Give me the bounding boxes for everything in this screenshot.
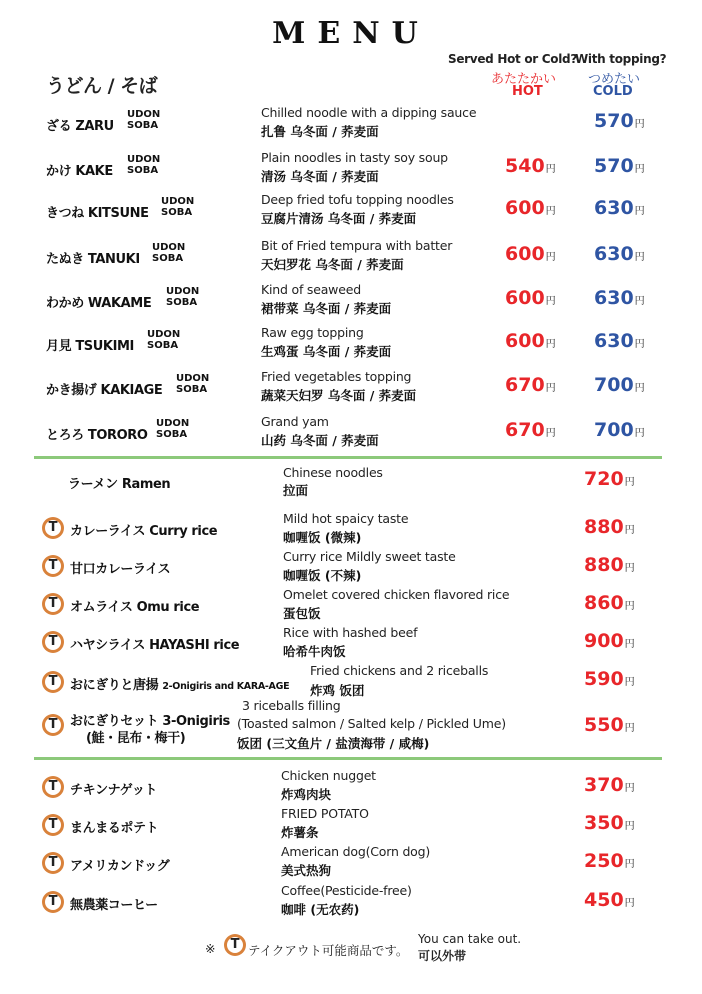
takeout-icon: T (42, 891, 64, 913)
header-cold-en: COLD (593, 84, 633, 99)
udon-soba-label: UDON SOBA (152, 242, 186, 264)
separator-1 (34, 456, 662, 459)
noodle-desc-cn: 扎鲁 乌冬面 / 荞麦面 (261, 124, 379, 139)
noodle-price-cold: 630円 (594, 243, 645, 265)
header-question-topping: With topping? (575, 52, 667, 66)
onigiri-set-price: 550円 (584, 714, 635, 736)
noodle-desc-cn: 裙带菜 乌冬面 / 荞麦面 (261, 301, 392, 316)
side-item-desc-en: American dog(Corn dog) (281, 844, 431, 859)
onigiri-set-desc-en-1: 3 riceballs filling (242, 698, 341, 713)
rice-dish-desc-en: Mild hot spaicy taste (283, 511, 409, 526)
noodle-name: かき揚げ KAKIAGE (46, 383, 163, 398)
side-item-desc-cn: 咖啡 (无农药) (281, 902, 360, 917)
rice-dish-desc-en: Curry rice Mildly sweet taste (283, 549, 456, 564)
noodle-price-hot: 600円 (505, 287, 556, 309)
noodle-desc-cn: 生鸡蛋 乌冬面 / 荞麦面 (261, 344, 392, 359)
rice-dish-desc-en: Omelet covered chicken flavored rice (283, 587, 510, 602)
rice-dish-price: 880円 (584, 516, 635, 538)
onigiri-karaage-name: おにぎりと唐揚 2-Onigiris and KARA-AGE (70, 678, 290, 693)
noodle-name: ざる ZARU (46, 119, 114, 134)
udon-soba-label: UDON SOBA (161, 196, 195, 218)
ramen-name: ラーメン Ramen (68, 477, 171, 492)
rice-dish-name: オムライス Omu rice (70, 600, 200, 615)
side-item-desc-en: Chicken nugget (281, 768, 376, 783)
side-item-price: 250円 (584, 850, 635, 872)
takeout-icon: T (42, 593, 64, 615)
udon-soba-label: UDON SOBA (176, 373, 210, 395)
noodle-name: きつね KITSUNE (46, 206, 149, 221)
side-item-desc-cn: 炸鸡肉块 (281, 787, 332, 802)
udon-soba-label: UDON SOBA (147, 329, 181, 351)
udon-soba-label: UDON SOBA (127, 109, 161, 131)
side-item-desc-en: FRIED POTATO (281, 806, 369, 821)
noodle-price-cold: 700円 (594, 374, 645, 396)
noodle-price-hot: 600円 (505, 243, 556, 265)
side-item-name: アメリカンドッグ (70, 859, 170, 874)
noodle-desc-cn: 蔬菜天妇罗 乌冬面 / 荞麦面 (261, 388, 417, 403)
header-question-hot-cold: Served Hot or Cold? (448, 52, 577, 66)
noodle-price-hot: 670円 (505, 374, 556, 396)
footer-takeout-cn: 可以外带 (418, 949, 467, 963)
noodle-desc-en: Plain noodles in tasty soy soup (261, 150, 448, 165)
onigiri-karaage-desc-cn: 炸鸡 饭团 (310, 683, 365, 698)
rice-dish-name: カレーライス Curry rice (70, 524, 218, 539)
noodle-desc-en: Kind of seaweed (261, 282, 361, 297)
rice-dish-name: 甘口カレーライス (70, 562, 171, 577)
rice-dish-price: 880円 (584, 554, 635, 576)
rice-dish-desc-en: Rice with hashed beef (283, 625, 418, 640)
side-item-price: 450円 (584, 889, 635, 911)
side-item-desc-cn: 炸薯条 (281, 825, 319, 840)
onigiri-set-fillings-jp: (鮭・昆布・梅干) (86, 731, 186, 746)
side-item-price: 350円 (584, 812, 635, 834)
noodle-name: かけ KAKE (46, 164, 113, 179)
takeout-icon: T (42, 814, 64, 836)
noodle-desc-en: Deep fried tofu topping noodles (261, 192, 454, 207)
udon-soba-label: UDON SOBA (156, 418, 190, 440)
takeout-icon: T (42, 776, 64, 798)
noodle-price-hot: 540円 (505, 155, 556, 177)
menu-title: MENU (272, 16, 430, 51)
udon-soba-label: UDON SOBA (166, 286, 200, 308)
takeout-icon: T (42, 517, 64, 539)
onigiri-set-desc-en-2: (Toasted salmon / Salted kelp / Pickled Ume) (237, 716, 506, 731)
side-item-name: まんまるポテト (70, 821, 159, 836)
separator-2 (34, 757, 662, 760)
takeout-icon: T (42, 852, 64, 874)
noodle-desc-cn: 天妇罗花 乌冬面 / 荞麦面 (261, 257, 404, 272)
noodle-price-hot: 600円 (505, 330, 556, 352)
noodle-desc-en: Fried vegetables topping (261, 369, 412, 384)
side-item-price: 370円 (584, 774, 635, 796)
noodle-price-cold: 630円 (594, 287, 645, 309)
noodle-name: 月見 TSUKIMI (46, 339, 134, 354)
noodle-desc-cn: 豆腐片清汤 乌冬面 / 荞麦面 (261, 211, 417, 226)
side-item-name: チキンナゲット (70, 783, 158, 798)
noodle-price-cold: 570円 (594, 110, 645, 132)
footer-takeout-en: You can take out. (418, 932, 522, 946)
noodle-desc-en: Bit of Fried tempura with batter (261, 238, 453, 253)
noodle-price-cold: 700円 (594, 419, 645, 441)
ramen-desc-en: Chinese noodles (283, 465, 383, 480)
takeout-icon: T (42, 714, 64, 736)
onigiri-set-desc-cn: 饭团 (三文鱼片 / 盐渍海带 / 咸梅) (237, 736, 430, 751)
noodle-price-cold: 630円 (594, 197, 645, 219)
takeout-icon: T (42, 671, 64, 693)
footer-mark: ※ (205, 941, 216, 956)
rice-dish-desc-cn: 哈希牛肉饭 (283, 644, 346, 659)
onigiri-karaage-desc-en: Fried chickens and 2 riceballs (310, 663, 489, 678)
side-item-desc-cn: 美式热狗 (281, 863, 332, 878)
section-title-udon-soba: うどん / そば (46, 75, 158, 97)
noodle-price-hot: 600円 (505, 197, 556, 219)
udon-soba-label: UDON SOBA (127, 154, 161, 176)
footer-takeout-jp: テイクアウト可能商品です。 (248, 943, 409, 958)
rice-dish-desc-cn: 蛋包饭 (283, 606, 321, 621)
noodle-name: たぬき TANUKI (46, 252, 140, 267)
noodle-price-cold: 630円 (594, 330, 645, 352)
onigiri-set-name: おにぎりセット 3-Onigiris (70, 714, 230, 729)
rice-dish-name: ハヤシライス HAYASHI rice (70, 638, 240, 653)
takeout-icon: T (42, 555, 64, 577)
noodle-name: わかめ WAKAME (46, 296, 152, 311)
noodle-desc-cn: 山药 乌冬面 / 荞麦面 (261, 433, 379, 448)
side-item-name: 無農薬コーヒー (70, 898, 158, 913)
rice-dish-desc-cn: 咖喱饭 (微辣) (283, 530, 362, 545)
header-hot-en: HOT (512, 84, 543, 99)
ramen-price: 720円 (584, 468, 635, 490)
rice-dish-price: 860円 (584, 592, 635, 614)
header-hot-jp: あたたかい (491, 72, 557, 87)
onigiri-karaage-price: 590円 (584, 668, 635, 690)
header-cold-jp: つめたい (588, 72, 641, 87)
noodle-price-cold: 570円 (594, 155, 645, 177)
rice-dish-desc-cn: 咖喱饭 (不辣) (283, 568, 362, 583)
takeout-icon: T (224, 934, 246, 956)
ramen-desc-cn: 拉面 (283, 483, 309, 498)
noodle-price-hot: 670円 (505, 419, 556, 441)
noodle-name: とろろ TORORO (46, 428, 148, 443)
rice-dish-price: 900円 (584, 630, 635, 652)
noodle-desc-en: Chilled noodle with a dipping sauce (261, 105, 477, 120)
side-item-desc-en: Coffee(Pesticide-free) (281, 883, 412, 898)
noodle-desc-en: Grand yam (261, 414, 329, 429)
noodle-desc-cn: 清汤 乌冬面 / 荞麦面 (261, 169, 379, 184)
takeout-icon: T (42, 631, 64, 653)
noodle-desc-en: Raw egg topping (261, 325, 364, 340)
